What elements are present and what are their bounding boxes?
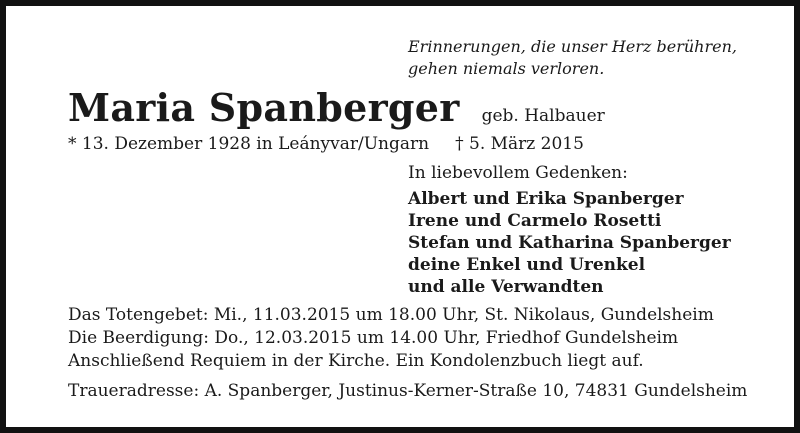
memorial-quote (408, 36, 737, 80)
requiem-note: Anschließend Requiem in der Kirche. Ein Kondolenzbuch liegt auf. (68, 351, 644, 371)
mourner-item: deine Enkel und Urenkel (408, 255, 646, 275)
quote-line-1: Erinnerungen, die unser Herz berühren, (408, 37, 737, 56)
life-dates (68, 133, 584, 155)
memory-intro: In liebevollem Gedenken: (408, 163, 628, 183)
service-details (68, 304, 714, 373)
death-date: † 5. März 2015 (455, 134, 584, 154)
quote-line-2: gehen niemals verloren. (408, 59, 605, 78)
deceased-name: Maria Spanberger (68, 85, 460, 130)
maiden-name: geb. Halbauer (481, 106, 605, 126)
prayer-service: Das Totengebet: Mi., 11.03.2015 um 18.00 Uhr, St. Nikolaus, Gundelsheim (68, 305, 714, 325)
mourner-item: Irene und Carmelo Rosetti (408, 211, 662, 231)
mourner-item: Albert und Erika Spanberger (408, 189, 684, 209)
mourners-list (408, 188, 731, 298)
funeral-service: Die Beerdigung: Do., 12.03.2015 um 14.00 Uhr, Friedhof Gundelsheim (68, 328, 679, 348)
name-row (68, 86, 605, 130)
mourning-address: Traueradresse: A. Spanberger, Justinus-Kerner-Straße 10, 74831 Gundelsheim (68, 381, 748, 401)
birth-date: * 13. Dezember 1928 in Leányvar/Ungarn (68, 134, 430, 154)
mourner-item: Stefan und Katharina Spanberger (408, 233, 731, 253)
mourner-item: und alle Verwandten (408, 277, 604, 297)
